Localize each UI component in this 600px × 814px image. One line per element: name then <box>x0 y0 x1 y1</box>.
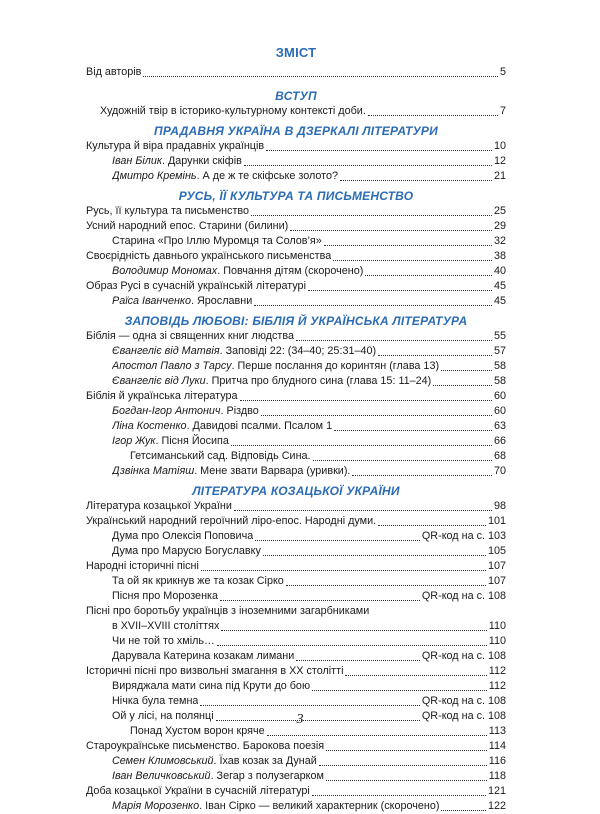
page-ref: 108 <box>487 590 506 602</box>
dot-leader <box>340 180 492 181</box>
entry-text: Біблія й українська література <box>86 390 238 402</box>
entry-title <box>112 649 294 664</box>
entry-title <box>86 389 238 404</box>
entry-title <box>112 694 198 709</box>
entry-text: . Різдво <box>220 405 259 417</box>
dot-leader <box>441 370 492 371</box>
page-ref: 5 <box>499 66 506 78</box>
entry-title <box>86 204 249 219</box>
dot-leader <box>267 735 487 736</box>
page-ref: 58 <box>493 360 506 372</box>
entry-author: Ліна Костенко <box>112 420 187 432</box>
toc-entry <box>86 514 506 529</box>
page-ref: 112 <box>488 665 506 677</box>
entry-text: . А де ж те скіфське золото? <box>196 170 339 182</box>
entry-text: . Давидові псалми. Псалом 1 <box>186 420 333 432</box>
section-heading: ЛІТЕРАТУРА КОЗАЦЬКОЇ УКРАЇНИ <box>192 484 400 498</box>
dot-leader <box>240 400 492 401</box>
dot-leader <box>254 305 492 306</box>
entry-text: Русь, її культура та письменство <box>86 205 250 217</box>
dot-leader <box>324 245 492 246</box>
page-ref: 113 <box>488 725 506 737</box>
dot-leader <box>200 705 419 706</box>
entry-title <box>112 544 261 559</box>
entry-text: Пісня про Морозенка <box>112 590 218 602</box>
page-ref: 107 <box>487 575 506 587</box>
entry-author: Євангеліє від Луки <box>112 375 206 387</box>
page-ref: 45 <box>493 280 506 292</box>
toc-entry <box>86 389 506 404</box>
entry-title <box>112 419 332 434</box>
entry-text: . Їхав козак за Дунай <box>213 755 317 767</box>
page-ref: 108 <box>487 710 506 722</box>
entry-author: Дмитро Кремінь <box>112 170 197 182</box>
toc-entry <box>86 219 506 234</box>
toc-entry <box>86 329 506 344</box>
page-ref: 60 <box>493 390 506 402</box>
entry-title <box>112 769 324 784</box>
toc-entry <box>86 419 506 434</box>
toc-entry <box>86 574 506 589</box>
entry-text: Пісні про боротьбу українців з іноземними загарбниками <box>86 605 370 617</box>
entry-title <box>86 65 141 80</box>
entry-text: Дума про Марусю Богуславку <box>112 545 261 557</box>
entry-text: Художній твір в історико-культурному контексті доби. <box>100 105 366 117</box>
entry-text: Доба козацької України в сучасній літературі <box>86 785 310 797</box>
entry-text: Дарувала Катерина козакам лимани <box>112 650 295 662</box>
entry-text: Виряджала мати сина під Крути до бою <box>112 680 311 692</box>
page-ref: 101 <box>487 515 506 527</box>
page-ref: 70 <box>493 465 506 477</box>
page-ref: 40 <box>493 265 506 277</box>
page-ref: 58 <box>493 375 506 387</box>
dot-leader <box>308 290 492 291</box>
entry-text: Гетсиманський сад. Відповідь Сина. <box>130 450 311 462</box>
page-number: 3 <box>296 712 304 727</box>
toc-entry <box>86 449 506 464</box>
toc-entry <box>86 464 506 479</box>
qr-code-reference: QR-код на с. <box>421 650 485 662</box>
entry-text: Старина «Про Іллю Муромця та Солов’я» <box>112 235 322 247</box>
entry-text: Своєрідність давнього українського письменства <box>86 250 332 262</box>
qr-code-reference: QR-код на с. <box>421 590 485 602</box>
section-heading: ЗМІСТ <box>275 45 317 60</box>
entry-author: Євангеліє від Матвія <box>112 345 220 357</box>
toc-entry <box>86 739 506 754</box>
toc-entry <box>86 154 506 169</box>
entry-title <box>86 329 294 344</box>
page-ref: 116 <box>488 755 506 767</box>
dot-leader <box>251 215 492 216</box>
entry-text: . Іван Сірко — великий характерник (скорочено) <box>199 800 440 812</box>
page-ref: 32 <box>493 235 506 247</box>
entry-title <box>112 619 219 634</box>
toc-entry <box>86 754 506 769</box>
entry-title <box>112 754 317 769</box>
toc-entry <box>86 374 506 389</box>
page-ref: 68 <box>493 450 506 462</box>
dot-leader <box>352 475 492 476</box>
toc-entry <box>86 634 506 649</box>
entry-text: . Пісня Йосипа <box>155 435 229 447</box>
entry-text: . Заповіді 22: (34–40; 25:31–40) <box>219 345 377 357</box>
entry-text: в XVII–XVIII століттях <box>112 620 220 632</box>
entry-text: Ой у лісі, на полянці <box>112 710 214 722</box>
page-ref: 55 <box>493 330 506 342</box>
entry-title <box>86 139 264 154</box>
page-ref: 103 <box>487 530 506 542</box>
toc-entry <box>86 529 506 544</box>
page-ref: 118 <box>488 770 506 782</box>
page-ref: 12 <box>493 155 506 167</box>
entry-author: Володимир Мономах <box>112 265 218 277</box>
toc-entry <box>86 559 506 574</box>
page-ref: 66 <box>493 435 506 447</box>
page-ref: 110 <box>488 635 506 647</box>
qr-code-reference: QR-код на с. <box>421 530 485 542</box>
entry-title <box>86 559 199 574</box>
dot-leader <box>368 115 498 116</box>
entry-title <box>112 634 215 649</box>
entry-title <box>86 664 343 679</box>
dot-leader <box>286 585 486 586</box>
page-ref: 112 <box>488 680 506 692</box>
dot-leader <box>255 540 420 541</box>
toc-entry <box>86 344 506 359</box>
toc-entry <box>86 404 506 419</box>
entry-title <box>112 404 259 419</box>
toc-entry <box>86 544 506 559</box>
page-ref: 122 <box>487 800 506 812</box>
page-ref: 108 <box>487 695 506 707</box>
toc-entry <box>86 139 506 154</box>
entry-title <box>112 799 439 814</box>
dot-leader <box>261 415 492 416</box>
entry-text: Література козацької України <box>86 500 232 512</box>
entry-title <box>112 154 242 169</box>
entry-text: Понад Хустом ворон кряче <box>130 725 265 737</box>
entry-title <box>100 104 366 119</box>
entry-title <box>112 234 322 249</box>
dot-leader <box>312 795 486 796</box>
toc-entry <box>86 784 506 799</box>
entry-text: Культура й віра прадавніх українців <box>86 140 265 152</box>
entry-author: Дзвінка Матіяш <box>112 465 195 477</box>
section-heading: ЗАПОВІДЬ ЛЮБОВІ: БІБЛІЯ Й УКРАЇНСЬКА ЛІТЕРАТУРА <box>124 314 468 328</box>
toc-entry <box>86 694 506 709</box>
entry-author: Богдан-Ігор Антонич <box>112 405 221 417</box>
entry-text: Та ой як крикнув же та козак Сірко <box>112 575 284 587</box>
section-heading: ПРАДАВНЯ УКРАЇНА В ДЗЕРКАЛІ ЛІТЕРАТУРИ <box>154 124 438 138</box>
entry-title <box>86 249 331 264</box>
page-ref: 105 <box>487 545 506 557</box>
entry-title <box>86 784 310 799</box>
toc-entry <box>86 359 506 374</box>
entry-text: . Дарунки скіфів <box>161 155 242 167</box>
entry-text: Біблія — одна зі священних книг людства <box>86 330 294 342</box>
toc-entry <box>86 104 506 119</box>
toc-entry <box>86 234 506 249</box>
dot-leader <box>312 690 487 691</box>
entry-text: Чи не той то хміль… <box>112 635 215 647</box>
page-ref: 121 <box>487 785 506 797</box>
dot-leader <box>296 660 420 661</box>
entry-title <box>86 514 376 529</box>
section-heading: РУСЬ, ЇЇ КУЛЬТУРА ТА ПИСЬМЕНСТВО <box>178 189 414 203</box>
dot-leader <box>217 645 487 646</box>
dot-leader <box>143 76 498 77</box>
page-ref: 60 <box>493 405 506 417</box>
entry-title <box>112 679 310 694</box>
entry-author: Іван Величковський <box>112 770 211 782</box>
toc-entry <box>86 65 506 80</box>
entry-text: . Зегар з полузегарком <box>210 770 324 782</box>
dot-leader <box>201 570 486 571</box>
dot-leader <box>433 385 492 386</box>
page-ref: 29 <box>493 220 506 232</box>
dot-leader <box>296 340 492 341</box>
page-ref: 107 <box>487 560 506 572</box>
entry-title <box>86 219 288 234</box>
toc-entry <box>86 589 506 604</box>
dot-leader <box>334 430 492 431</box>
entry-title <box>130 449 311 464</box>
entry-author: Раїса Іванченко <box>112 295 191 307</box>
toc-entry <box>86 619 506 634</box>
dot-leader <box>333 260 492 261</box>
entry-title <box>112 294 252 309</box>
entry-author: Семен Климовський <box>112 755 214 767</box>
dot-leader <box>290 230 492 231</box>
dot-leader <box>231 445 492 446</box>
page-ref: 57 <box>493 345 506 357</box>
dot-leader <box>365 275 492 276</box>
entry-title <box>112 434 229 449</box>
toc-entry <box>86 264 506 279</box>
toc-entry <box>86 204 506 219</box>
entry-author: Ігор Жук <box>112 435 156 447</box>
page-ref: 21 <box>493 170 506 182</box>
entry-text: Образ Русі в сучасній українській літературі <box>86 280 306 292</box>
page-ref: 38 <box>493 250 506 262</box>
dot-leader <box>326 780 487 781</box>
page-ref: 98 <box>493 500 506 512</box>
dot-leader <box>441 810 486 811</box>
dot-leader <box>244 165 492 166</box>
dot-leader <box>326 750 487 751</box>
entry-author: Апостол Павло з Тарсу <box>112 360 232 372</box>
entry-text: . Ярославни <box>191 295 253 307</box>
toc-entry <box>86 649 506 664</box>
page-ref: 110 <box>488 620 506 632</box>
entry-title <box>112 529 253 544</box>
section-heading: ВСТУП <box>275 89 317 103</box>
toc-entry <box>86 434 506 449</box>
entry-author: Марія Морозенко <box>112 800 200 812</box>
entry-title <box>112 359 439 374</box>
table-of-contents <box>86 44 506 814</box>
entry-text: . Мене звати Варвара (уривки). <box>194 465 351 477</box>
dot-leader <box>220 600 420 601</box>
entry-title <box>86 604 369 619</box>
dot-leader <box>313 460 492 461</box>
entry-text: Нічка була темна <box>112 695 199 707</box>
dot-leader <box>345 675 486 676</box>
entry-text: . Перше послання до коринтян (глава 13) <box>231 360 440 372</box>
dot-leader <box>221 630 486 631</box>
toc-entry <box>86 249 506 264</box>
toc-entry <box>86 664 506 679</box>
toc-entry <box>86 499 506 514</box>
qr-code-reference: QR-код на с. <box>421 695 485 707</box>
page-ref: 108 <box>487 650 506 662</box>
page-ref: 10 <box>493 140 506 152</box>
entry-text: Історичні пісні про визвольні змагання в ХХ столітті <box>86 665 344 677</box>
page-ref: 63 <box>493 420 506 432</box>
toc-entry <box>86 679 506 694</box>
entry-text: . Повчання дітям (скорочено) <box>217 265 364 277</box>
entry-text: Народні історичні пісні <box>86 560 199 572</box>
entry-title <box>86 739 324 754</box>
toc-entry <box>86 294 506 309</box>
entry-text: Дума про Олексія Поповича <box>112 530 254 542</box>
page-ref: 25 <box>493 205 506 217</box>
page-ref: 114 <box>488 740 506 752</box>
entry-title <box>112 374 431 389</box>
entry-title <box>112 169 338 184</box>
entry-text: Від авторів <box>86 66 142 78</box>
entry-text: Староукраїнське письменство. Барокова поезія <box>86 740 325 752</box>
entry-text: Український народний героїчний ліро-епос. Народні думи. <box>86 515 377 527</box>
dot-leader <box>263 555 486 556</box>
entry-text: Усний народний епос. Старини (билини) <box>86 220 289 232</box>
entry-title <box>112 574 284 589</box>
entry-title <box>112 589 218 604</box>
entry-author: Іван Білик <box>112 155 162 167</box>
toc-entry <box>86 769 506 784</box>
toc-entry <box>86 169 506 184</box>
toc-entry <box>86 604 506 619</box>
page-ref: 45 <box>493 295 506 307</box>
entry-text: . Притча про блудного сина (глава 15: 11–24) <box>205 375 432 387</box>
entry-title <box>112 264 363 279</box>
dot-leader <box>234 510 492 511</box>
page-ref: 7 <box>499 105 506 117</box>
entry-title <box>112 464 350 479</box>
dot-leader <box>266 150 492 151</box>
dot-leader <box>378 525 486 526</box>
dot-leader <box>378 355 492 356</box>
toc-entry <box>86 799 506 814</box>
toc-entry <box>86 279 506 294</box>
entry-title <box>86 279 306 294</box>
entry-title <box>112 344 376 359</box>
qr-code-reference: QR-код на с. <box>421 710 485 722</box>
entry-title <box>86 499 232 514</box>
